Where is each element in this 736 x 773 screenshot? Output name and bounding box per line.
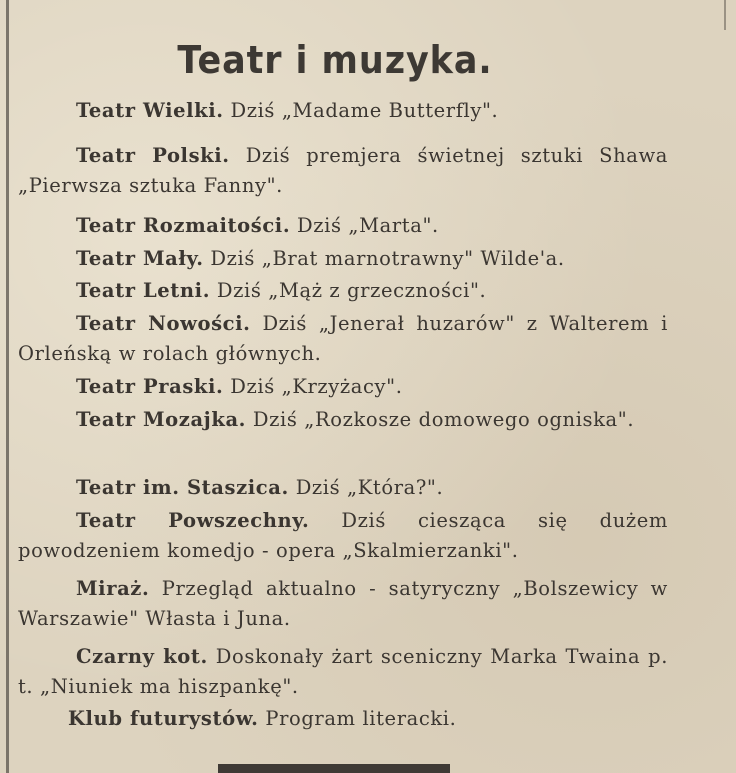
listing-name: Miraż. <box>76 577 150 600</box>
listing-czarny-kot <box>18 642 668 702</box>
listing-teatr-mozajka <box>18 405 668 435</box>
listing-teatr-wielki <box>18 96 668 126</box>
listing-text: Dziś „Jenerał huzarów" z Walterem i Orleńską w rolach głównych. <box>18 312 668 365</box>
listing-teatr-rozmaitosci <box>18 211 668 241</box>
listing-miraz <box>18 574 668 634</box>
listing-name: Teatr Mozajka. <box>76 408 247 431</box>
listing-name: Klub futurystów. <box>68 707 259 730</box>
listing-text: Dziś „Brat marnotrawny" Wilde'a. <box>210 247 565 270</box>
listing-name: Teatr Powszechny. <box>76 509 310 532</box>
listing-name: Teatr Polski. <box>76 144 230 167</box>
listing-text: Doskonały żart sceniczny Marka Twaina p. t. „Niuniek ma hiszpankę". <box>18 645 668 698</box>
listing-teatr-letni <box>18 276 668 306</box>
listing-text: Dziś „Która?". <box>295 476 444 499</box>
listing-text: Dziś „Krzyżacy". <box>230 375 403 398</box>
listing-klub-futurystow <box>18 704 668 734</box>
bottom-rule <box>218 764 450 773</box>
listing-name: Teatr Mały. <box>76 247 204 270</box>
listing-text: Dziś „Mąż z grzeczności". <box>216 279 487 302</box>
listing-name: Teatr Wielki. <box>76 99 224 122</box>
section-heading: Teatr i muzyka. <box>177 38 493 82</box>
listing-name: Czarny kot. <box>76 645 208 668</box>
listing-teatr-maly <box>18 244 668 274</box>
listing-text: Dziś „Marta". <box>297 214 439 237</box>
listing-teatr-staszica <box>18 473 668 503</box>
listing-text: Dziś „Madame Butterfly". <box>230 99 499 122</box>
listing-name: Teatr Rozmaitości. <box>76 214 291 237</box>
column-rule-right <box>724 0 726 30</box>
column-rule <box>6 0 9 773</box>
listing-text: Dziś „Rozkosze domowego ogniska". <box>252 408 635 431</box>
listing-teatr-polski <box>18 141 668 201</box>
listing-teatr-powszechny <box>18 506 668 566</box>
listing-text: Dziś premjera świetnej sztuki Shawa „Pierwsza sztuka Fanny". <box>18 144 668 197</box>
listing-name: Teatr Nowości. <box>76 312 251 335</box>
listing-name: Teatr im. Staszica. <box>76 476 289 499</box>
listing-text: Program literacki. <box>265 707 457 730</box>
listing-name: Teatr Letni. <box>76 279 211 302</box>
listing-teatr-praski <box>18 372 668 402</box>
listing-name: Teatr Praski. <box>76 375 224 398</box>
listing-text: Dziś ciesząca się dużem powodzeniem komedjo - opera „Skalmierzanki". <box>18 509 668 562</box>
listing-text: Przegląd aktualno - satyryczny „Bolszewicy w Warszawie" Własta i Juna. <box>18 577 668 630</box>
listing-teatr-nowosci <box>18 309 668 369</box>
